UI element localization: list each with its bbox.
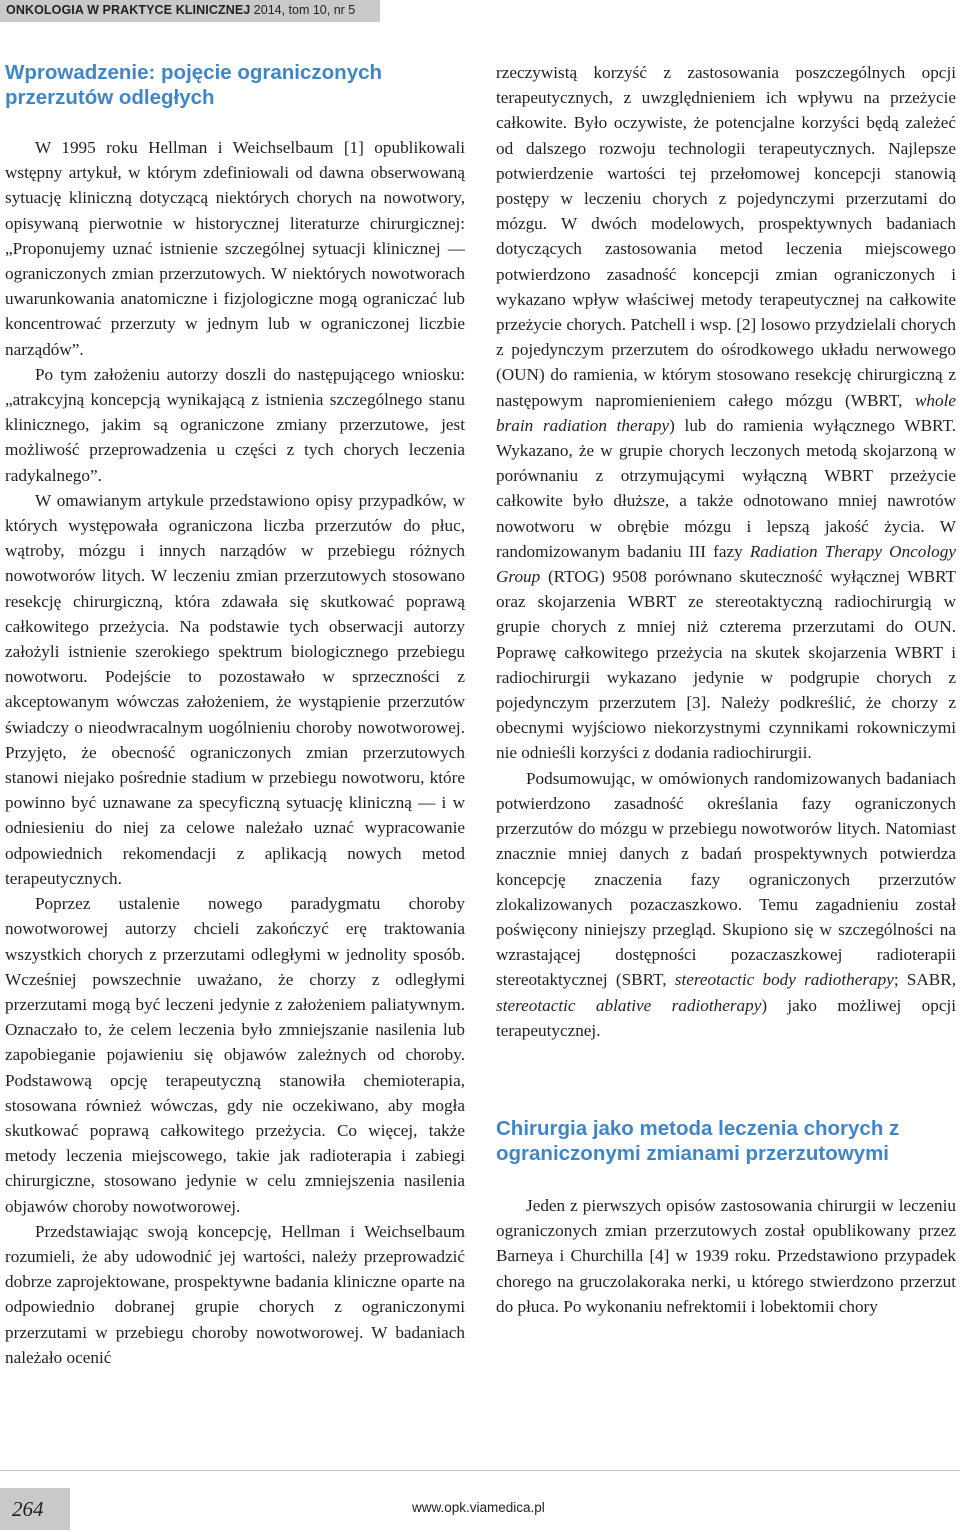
left-column <box>5 60 465 1370</box>
footer-url: www.opk.viamedica.pl <box>412 1500 545 1515</box>
body-paragraph: rzeczywistą korzyść z zastosowania poszczególnych opcji terapeutycznych, z uwzględnieniem ich wpływu na przeżycie całkowite. Było oczywiste, że potencjalne korzyści będą zależeć od dalszego rozwoju technologii terapeutycznych. Najlepsze potwierdzenie wartości tej przełomowej koncepcji stanowią postępy w leczeniu chorych z pojedynczymi przerzutami do mózgu. W dwóch modelowych, prospektywnych badaniach dotyczących zastosowania metod leczenia miejscowego potwierdzono zasadność koncepcji zmian ograniczonych i wykazano wpływ właściwej metody terapeutycznej na całkowite przeżycie chorych. Patchell i wsp. [2] losowo przydzielali chorych z pojedynczym przerzutem do ośrodkowego układu nerwowego (OUN) do ramienia, w którym stosowano resekcję chirurgiczną z następowym napromienieniem całego mózgu (WBRT, whole brain radiation therapy) lub do ramienia wyłącznego WBRT. Wykazano, że w grupie chorych leczonych metodą skojarzoną w porównaniu z otrzymującymi wyłączną WBRT przeżycie całkowite było dłuższe, a także odnotowano mniej nawrotów nowotworu w obrębie mózgu i lepszą jakość życia. W randomizowanym badaniu III fazy Radiation Therapy Oncology Group (RTOG) 9508 porównano skuteczność wyłącznej WBRT oraz skojarzenia WBRT ze stereotaktyczną radiochirurgią w grupie chorych z mniej niż czterema przerzutami do OUN. Poprawę całkowitego przeżycia na skutek skojarzenia WBRT i radiochirurgii wykazano jedynie w podgrupie chorych z pojedynczym przerzutem [3]. Należy podkreślić, że chorzy z obecnymi wyjściowo niekorzystnymi czynnikami rokowniczymi nie odnieśli korzyści z dodania radiochirurgii. <box>496 63 956 763</box>
journal-header <box>6 3 355 17</box>
body-paragraph: Po tym założeniu autorzy doszli do następującego wniosku: „atrakcyjną koncepcją wynikającą z istnienia szczególnego stanu klinicznego, jakim są ograniczone zmiany przerzutowe, jest możliwość przeprowadzenia u części z tych chorych leczenia radykalnego”. <box>5 364 465 485</box>
body-paragraph: Poprzez ustalenie nowego paradygmatu choroby nowotworowej autorzy chcieli zakończyć erę traktowania wszystkich chorych z przerzutami odległymi w jednolity sposób. Wcześniej powszechnie uważano, że chorzy z odległymi przerzutami mogą być leczeni jedynie z założeniem paliatywnym. Oznaczało to, że celem leczenia było zmniejszanie nasilenia lub zapobieganie pojawieniu się objawów zależnych od choroby. Podstawową opcję terapeutyczną stanowiła chemioterapia, stosowana również wówczas, gdy nie oczekiwano, aby mogła skutkować poprawą całkowitego przeżycia. Co więcej, także metody leczenia miejscowego, takie jak radioterapia i zabiegi chirurgiczne, stosowano jedynie w celu zmniejszenia nasilenia objawów choroby nowotworowej. <box>5 894 465 1216</box>
section-heading-surgery: Chirurgia jako metoda leczenia chorych z ograniczonymi zmianami przerzutowymi <box>496 1116 900 1165</box>
body-paragraph: W 1995 roku Hellman i Weichselbaum [1] opublikowali wstępny artykuł, w którym zdefiniowali od dawna obserwowaną sytuację kliniczną dotyczącą niektórych chorych na nowotwory, opisywaną pierwotnie w historycznej literaturze chirurgicznej: „Proponujemy uznać istnienie szczególnej sytuacji klinicznej — ograniczonych zmian przerzutowych. W niektórych nowotworach uwarunkowania anatomiczne i fizjologiczne mogą ograniczać lub koncentrować przerzuty w jednym lub w ograniczonej liczbie narządów”. <box>5 138 465 359</box>
italic-term: whole brain radiation therapy <box>496 390 956 435</box>
footer-divider <box>0 1470 960 1471</box>
body-paragraph: W omawianym artykule przedstawiono opisy przypadków, w których występowała ograniczona liczba przerzutów do płuc, wątroby, mózgu i innych narządów w przebiegu różnych nowotworów litych. W leczeniu zmian przerzutowych stosowano resekcję chirurgiczną, która zdawała się skutkować poprawą całkowitego przeżycia. Na podstawie tych obserwacji autorzy założyli istnienie szerokiego spektrum biologicznego przebiegu nowotworu. Podejście to pozostawało w sprzeczności z akceptowanym wówczas założeniem, że wystąpienie przerzutów świadczy o nieodwracalnym uogólnieniu choroby nowotworowej. Przyjęto, że obecność ograniczonych zmian przerzutowych stanowi niejako pośrednie stadium w przebiegu nowotworu, które powinno być uznawane za specyficzną sytuację kliniczną — i w odniesieniu do niej za celowe należało uznać wypracowanie odpowiednich rekomendacji z aplikacją nowych metod terapeutycznych. <box>5 490 465 888</box>
italic-term: stereotactic ablative radiotherapy <box>496 995 762 1015</box>
body-paragraph: Jeden z pierwszych opisów zastosowania chirurgii w leczeniu ograniczonych zmian przerzutowych został opublikowany przez Barneya i Churchilla [4] w 1939 roku. Przedstawiono przypadek chorego na gruczolakoraka nerki, u którego stwierdzono przerzut do płuca. Po wykonaniu nefrektomii i lobektomii chory <box>496 1195 956 1316</box>
right-column <box>496 60 956 1319</box>
body-paragraph: Przedstawiając swoją koncepcję, Hellman i Weichselbaum rozumieli, że aby udowodnić jej wartości, należy przeprowadzić dobrze zaprojektowane, prospektywne badania kliniczne oparte na odpowiednio dobranej grupie chorych z ograniczonymi przerzutami w przebiegu choroby nowotworowej. W badaniach należało ocenić <box>5 1221 465 1367</box>
body-paragraph: Podsumowując, w omówionych randomizowanych badaniach potwierdzono zasadność określania fazy ograniczonych przerzutów do mózgu w przebiegu nowotworów litych. Natomiast znacznie mniej danych z badań prospektywnych potwierdza koncepcję znaczenia fazy ograniczonych przerzutów zlokalizowanych pozaczaszkowo. Temu zagadnieniu został poświęcony niniejszy przegląd. Skupiono się w szczególności na wzrastającej dostępności pozaczaszkowej radioterapii stereotaktycznej (SBRT, stereotactic body radiotherapy; SABR, stereotactic ablative radiotherapy) jako możliwej opcji terapeutycznej. <box>496 768 957 1040</box>
section-heading-introduction: Wprowadzenie: pojęcie ograniczonych przerzutów odległych <box>5 61 383 109</box>
italic-term: stereotactic body radiotherapy <box>674 970 894 990</box>
journal-issue: 2014, tom 10, nr 5 <box>250 3 356 17</box>
page-number: 264 <box>12 1497 44 1521</box>
italic-term: Radiation Therapy Oncology Group <box>496 541 956 587</box>
journal-name: ONKOLOGIA W PRAKTYCE KLINICZNEJ <box>6 3 251 17</box>
